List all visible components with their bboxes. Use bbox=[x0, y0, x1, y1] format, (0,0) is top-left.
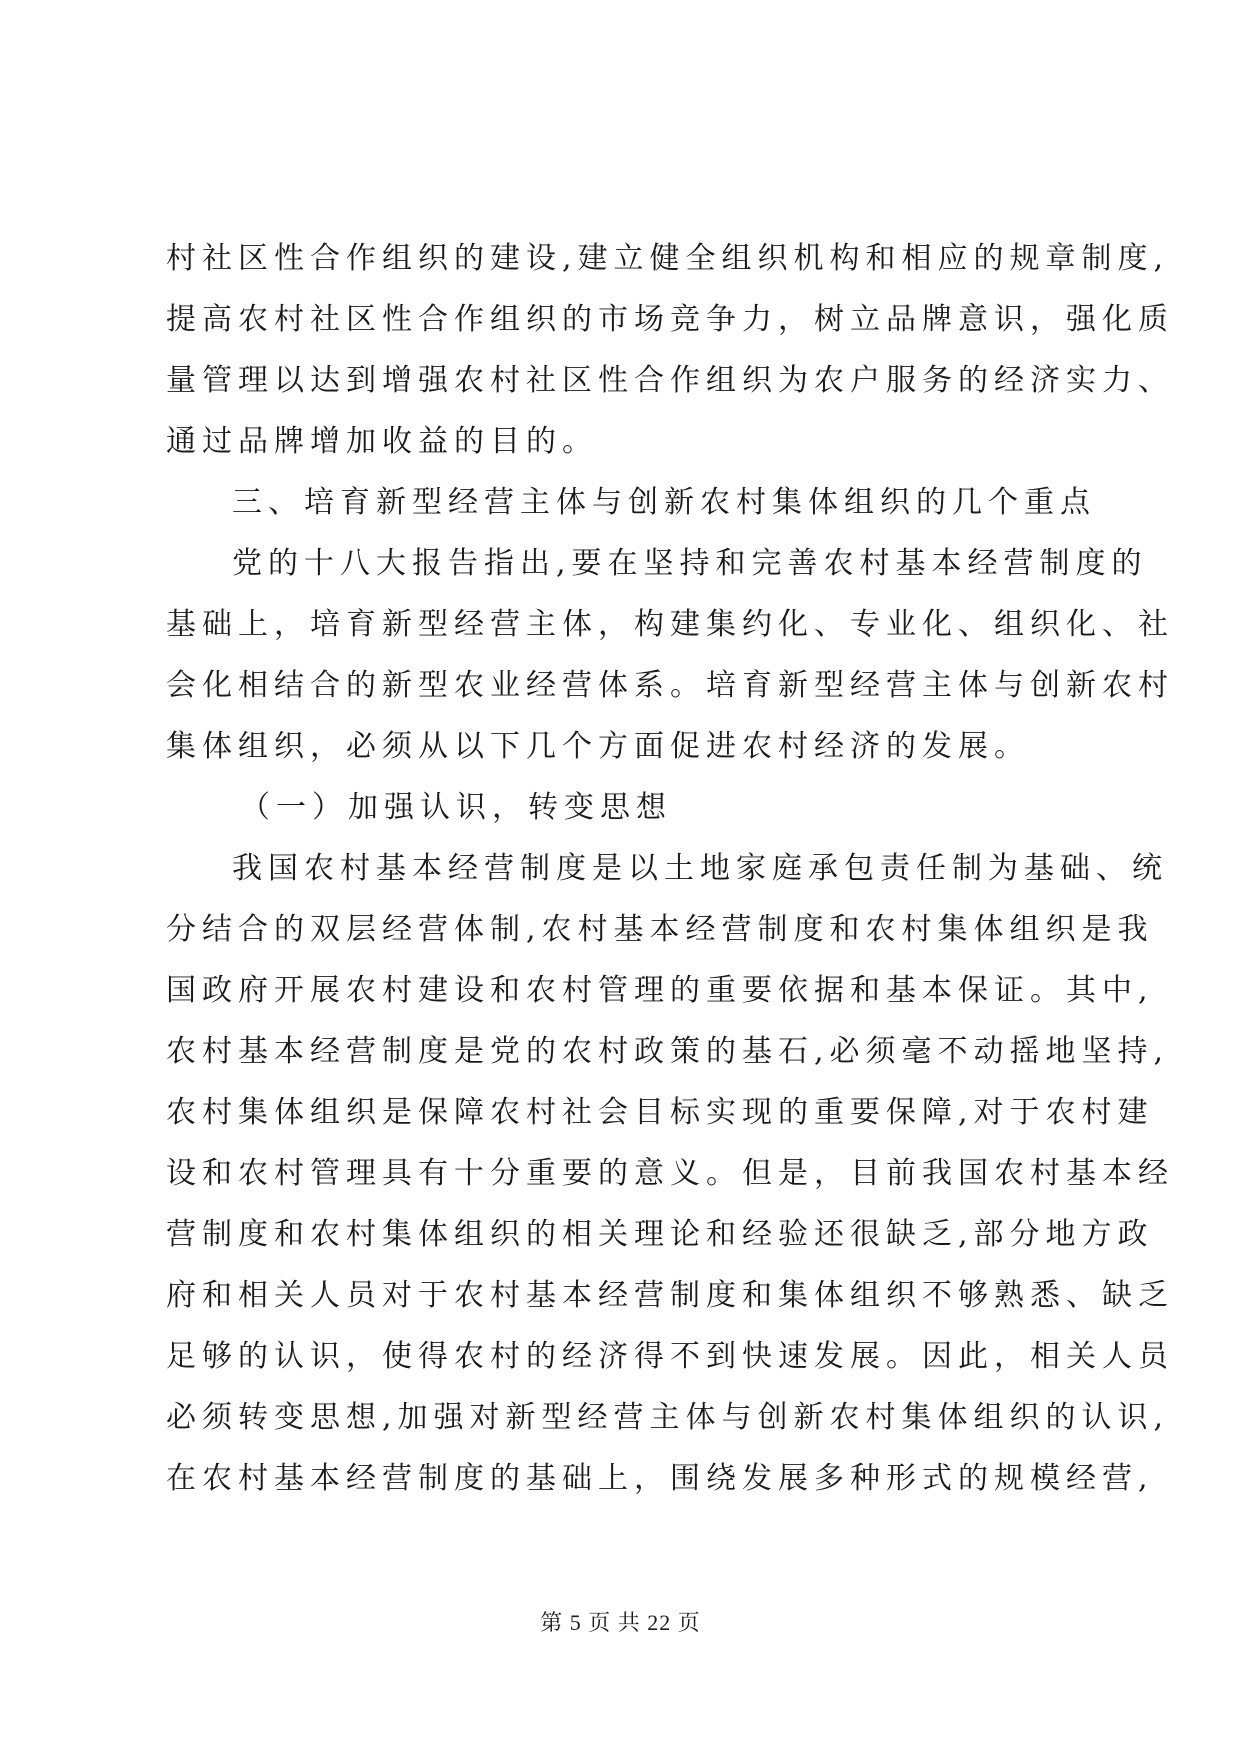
section-heading: 三、培育新型经营主体与创新农村集体组织的几个重点 bbox=[232, 485, 1096, 520]
paragraph-line: 会化相结合的新型农业经营体系。培育新型经营主体与创新农村 bbox=[166, 668, 1174, 703]
paragraph-line: 必须转变思想,加强对新型经营主体与创新农村集体组织的认识, bbox=[166, 1400, 1170, 1435]
subsection-heading: （一）加强认识，转变思想 bbox=[240, 790, 672, 825]
paragraph-line: 农村集体组织是保障农村社会目标实现的重要保障,对于农村建 bbox=[166, 1095, 1154, 1130]
paragraph-line: 农村基本经营制度是党的农村政策的基石,必须毫不动摇地坚持, bbox=[166, 1034, 1170, 1069]
paragraph-line: 党的十八大报告指出,要在坚持和完善农村基本经营制度的 bbox=[232, 546, 1148, 581]
paragraph-line: 在农村基本经营制度的基础上，围绕发展多种形式的规模经营, bbox=[166, 1461, 1154, 1496]
paragraph-line: 集体组织，必须从以下几个方面促进农村经济的发展。 bbox=[166, 729, 1030, 764]
paragraph-line: 府和相关人员对于农村基本经营制度和集体组织不够熟悉、缺乏 bbox=[166, 1278, 1174, 1313]
paragraph-line: 足够的认识，使得农村的经济得不到快速发展。因此，相关人员 bbox=[166, 1339, 1174, 1374]
paragraph-line: 通过品牌增加收益的目的。 bbox=[166, 424, 598, 459]
paragraph-line: 村社区性合作组织的建设,建立健全组织机构和相应的规章制度, bbox=[166, 241, 1170, 276]
paragraph-line: 营制度和农村集体组织的相关理论和经验还很缺乏,部分地方政 bbox=[166, 1217, 1154, 1252]
body-text bbox=[166, 228, 1174, 1509]
paragraph-line: 设和农村管理具有十分重要的意义。但是，目前我国农村基本经 bbox=[166, 1156, 1174, 1191]
paragraph-line: 提高农村社区性合作组织的市场竞争力，树立品牌意识，强化质 bbox=[166, 302, 1174, 337]
paragraph-line: 量管理以达到增强农村社区性合作组织为农户服务的经济实力、 bbox=[166, 363, 1174, 398]
page-footer: 第 5 页 共 22 页 bbox=[540, 1610, 701, 1635]
paragraph-line: 国政府开展农村建设和农村管理的重要依据和基本保证。其中, bbox=[166, 973, 1154, 1008]
paragraph-line: 分结合的双层经营体制,农村基本经营制度和农村集体组织是我 bbox=[166, 912, 1154, 947]
paragraph-line: 基础上，培育新型经营主体，构建集约化、专业化、组织化、社 bbox=[166, 607, 1174, 642]
paragraph-line: 我国农村基本经营制度是以土地家庭承包责任制为基础、统 bbox=[232, 851, 1168, 886]
